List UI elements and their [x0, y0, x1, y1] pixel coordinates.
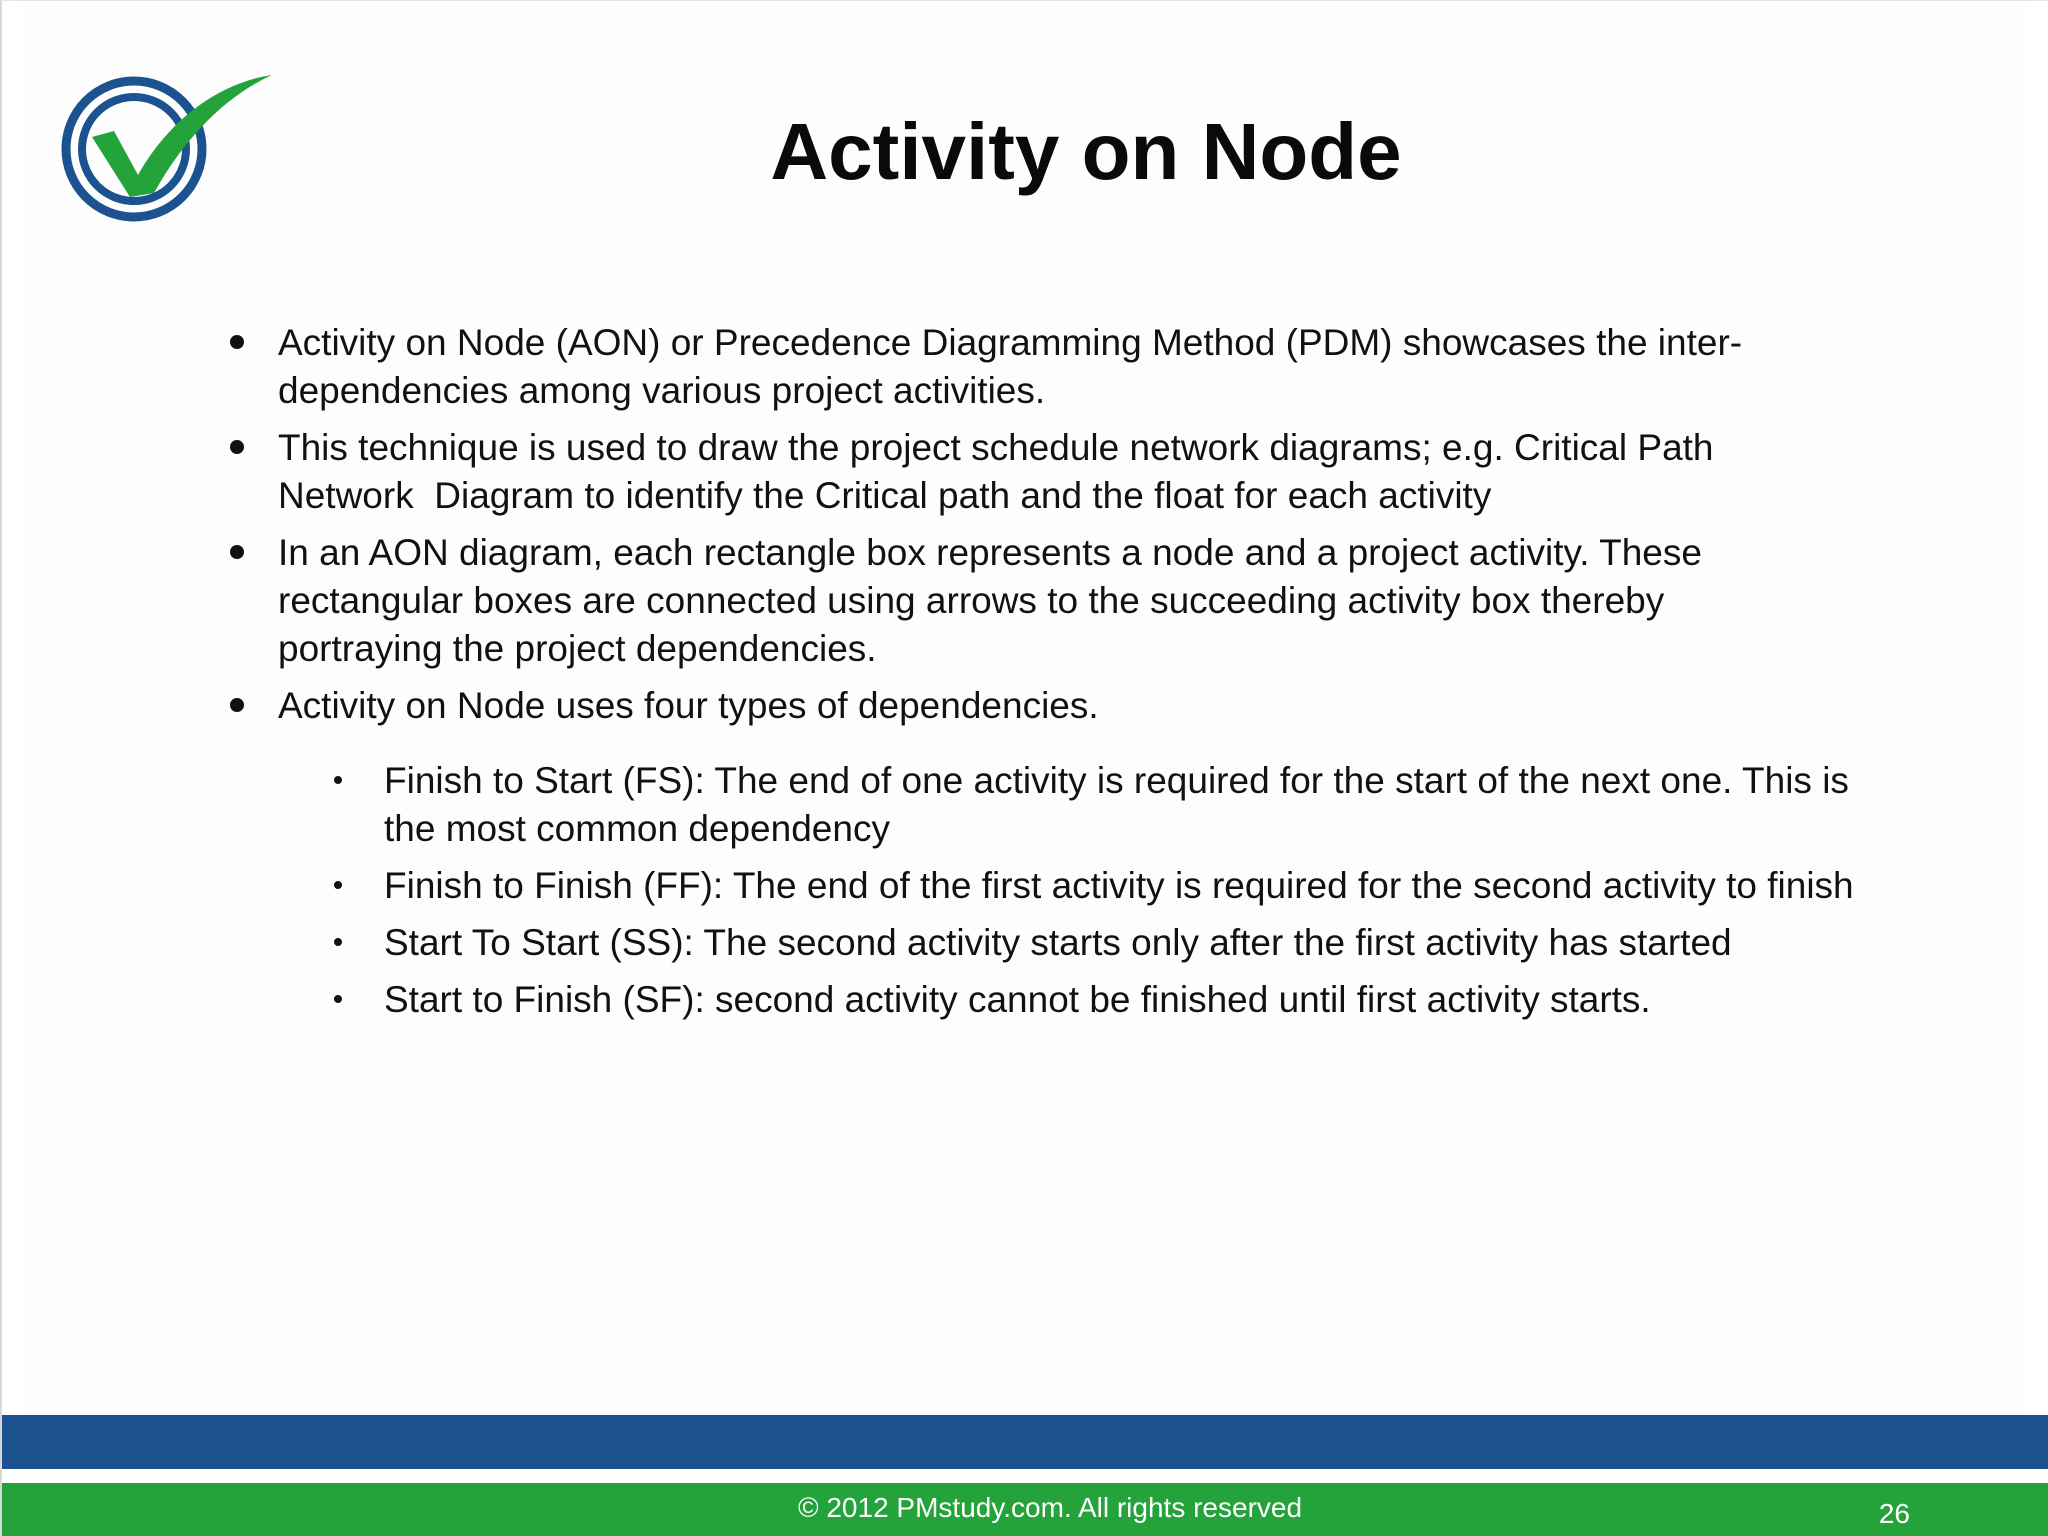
footer-copyright: © 2012 PMstudy.com. All rights reserved — [797, 1492, 1303, 1523]
bullet-text: dependencies among various project activities. — [278, 370, 1046, 411]
bullet-text: This technique is used to draw the project schedule network diagrams; e.g. Critical Path — [278, 427, 1714, 468]
sub-bullet-text: the most common dependency — [384, 808, 890, 849]
sub-bullet-text: Finish to Start (FS): The end of one activity is required for the start of the next one. This is — [384, 760, 1849, 801]
sub-bullet-list — [278, 757, 1924, 1024]
list-item — [224, 424, 1924, 520]
sub-list-item — [330, 757, 1924, 853]
bullet-text: Activity on Node uses four types of dependencies. — [278, 685, 1099, 726]
bullet-dot-icon — [230, 698, 244, 712]
bullet-dot-icon — [230, 440, 244, 454]
footer-blue-bar — [2, 1415, 2048, 1469]
bullet-text: In an AON diagram, each rectangle box represents a node and a project activity. These — [278, 532, 1702, 573]
slide-content — [224, 319, 1924, 1033]
bullet-dot-icon — [230, 335, 244, 349]
page-number: 26 — [1878, 1498, 1910, 1529]
sub-bullet-text: Finish to Finish (FF): The end of the first activity is required for the second activity to finish — [384, 865, 1854, 906]
list-item — [224, 319, 1924, 415]
bullet-text: portraying the project dependencies. — [278, 628, 877, 669]
list-item — [224, 529, 1924, 673]
sub-bullet-text: Start to Finish (SF): second activity cannot be finished until first activity starts. — [384, 979, 1651, 1020]
hollow-bullet-icon — [334, 881, 342, 889]
sub-list-item — [330, 862, 1924, 910]
slide-title: Activity on Node — [770, 107, 1402, 196]
bullet-list — [224, 319, 1924, 1024]
hollow-bullet-icon — [334, 995, 342, 1003]
footer-divider — [2, 1469, 2048, 1483]
list-item — [224, 682, 1924, 1024]
sub-bullet-text: Start To Start (SS): The second activity starts only after the first activity has started — [384, 922, 1732, 963]
bullet-dot-icon — [230, 545, 244, 559]
hollow-bullet-icon — [334, 776, 342, 784]
bullet-text: rectangular boxes are connected using arrows to the succeeding activity box thereby — [278, 580, 1665, 621]
sub-list-item — [330, 976, 1924, 1024]
hollow-bullet-icon — [334, 938, 342, 946]
bullet-text: Network Diagram to identify the Critical path and the float for each activity — [278, 475, 1492, 516]
sub-list-item — [330, 919, 1924, 967]
bullet-text: Activity on Node (AON) or Precedence Diagramming Method (PDM) showcases the inter- — [278, 322, 1743, 363]
